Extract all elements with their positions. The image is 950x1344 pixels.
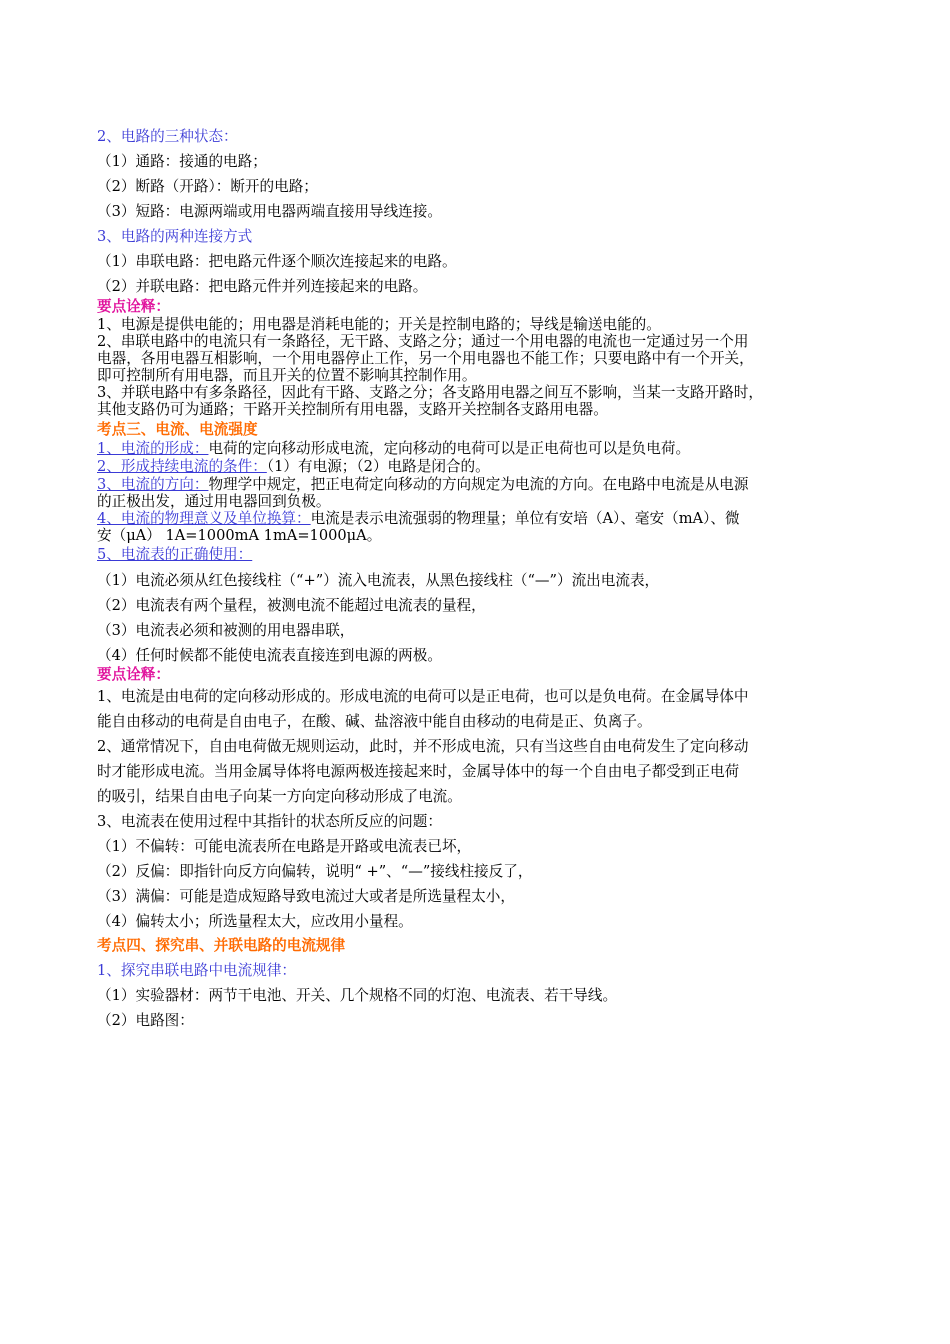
note-line: （3）满偏：可能是造成短路导致电流过大或者是所选量程太小，: [97, 888, 515, 905]
term-label: 5、电流表的正确使用：: [97, 546, 253, 563]
note-line: 3、并联电路中有多条路径，因此有干路、支路之分；各支路用电器之间互不影响，当某一支路开路时，: [97, 384, 764, 401]
paragraph-cont: 的正极出发，通过用电器回到负极。: [97, 493, 331, 510]
section-title: 考点四、探究串、并联电路的电流规律: [97, 937, 346, 954]
note-line: 2、通常情况下，自由电荷做无规则运动，此时，并不形成电流，只有当这些自由电荷发生了定向移动: [97, 738, 749, 755]
term-label: 4、电流的物理意义及单位换算：: [97, 510, 311, 527]
note-line: 其他支路仍可为通路；干路开关控制所有用电器，支路开关控制各支路用电器。: [97, 401, 608, 418]
list-item: （1）串联电路：把电路元件逐个顺次连接起来的电路。: [97, 253, 457, 270]
note-line: 2、串联电路中的电流只有一条路径，无干路、支路之分；通过一个用电器的电流也一定通过另一个用: [97, 333, 749, 350]
term-text: 物理学中规定，把正电荷定向移动的方向规定为电流的方向。在电路中电流是从电源: [208, 476, 749, 493]
note-heading: 要点诠释：: [97, 298, 170, 315]
note-line: 1、电流是由电荷的定向移动形成的。形成电流的电荷可以是正电荷，也可以是负电荷。在金属导体中: [97, 688, 749, 705]
note-line: 能自由移动的电荷是自由电子，在酸、碱、盐溶液中能自由移动的电荷是正、负离子。: [97, 713, 652, 730]
paragraph-cont: 安（μA） 1A=1000mA 1mA=1000μA。: [97, 527, 382, 544]
list-item: （2）电流表有两个量程，被测电流不能超过电流表的量程，: [97, 597, 486, 614]
list-item: （1）通路：接通的电路；: [97, 153, 267, 170]
list-item: （2）电路图：: [97, 1012, 194, 1029]
list-item: （4）任何时候都不能使电流表直接连到电源的两极。: [97, 647, 442, 664]
term-label: 2、形成持续电流的条件：: [97, 458, 267, 475]
paragraph: [97, 476, 748, 494]
term-text: 电荷的定向移动形成电流，定向移动的电荷可以是正电荷也可以是负电荷。: [208, 440, 691, 457]
list-item: （2）断路（开路）：断开的电路；: [97, 178, 318, 195]
list-item: （1）实验器材：两节干电池、开关、几个规格不同的灯泡、电流表、若干导线。: [97, 987, 618, 1004]
note-line: （2）反偏：即指针向反方向偏转，说明“ +”、“—”接线柱接反了，: [97, 863, 533, 880]
note-line: 3、电流表在使用过程中其指针的状态所反应的问题：: [97, 813, 442, 830]
paragraph: [97, 510, 740, 528]
note-line: 电器，各用电器互相影响，一个用电器停止工作，另一个用电器也不能工作；只要电路中有一个开关，: [97, 350, 754, 367]
term-text: （1）有电源；（2）电路是闭合的。: [266, 458, 490, 475]
list-item: （3）电流表必须和被测的用电器串联，: [97, 622, 355, 639]
list-item: （3）短路：电源两端或用电器两端直接用导线连接。: [97, 203, 442, 220]
section-heading: 3、电路的两种连接方式: [97, 228, 253, 245]
note-line: 1、电源是提供电能的；用电器是消耗电能的；开关是控制电路的；导线是输送电能的。: [97, 316, 661, 333]
note-line: 的吸引，结果自由电子向某一方向定向移动形成了电流。: [97, 788, 462, 805]
term-label: 3、电流的方向：: [97, 476, 209, 493]
note-heading: 要点诠释：: [97, 666, 170, 683]
term-label: 1、电流的形成：: [97, 440, 209, 457]
paragraph: [97, 458, 490, 476]
paragraph: [97, 440, 690, 458]
section-heading: 2、电路的三种状态：: [97, 128, 238, 145]
note-line: （4）偏转太小；所选量程太大，应改用小量程。: [97, 913, 413, 930]
list-item: （2）并联电路：把电路元件并列连接起来的电路。: [97, 278, 428, 295]
note-line: 时才能形成电流。当用金属导体将电源两极连接起来时，金属导体中的每一个自由电子都受到正电荷: [97, 763, 740, 780]
list-item: （1）电流必须从红色接线柱（“+”）流入电流表，从黑色接线柱（“—”）流出电流表，: [97, 572, 660, 589]
term-text: 电流是表示电流强弱的物理量；单位有安培（A）、毫安（mA）、微: [310, 510, 740, 527]
note-line: 即可控制所有用电器，而且开关的位置不影响其控制作用。: [97, 367, 477, 384]
note-line: （1）不偏转：可能电流表所在电路是开路或电流表已坏，: [97, 838, 472, 855]
section-title: 考点三、电流、电流强度: [97, 421, 258, 438]
section-heading: 1、探究串联电路中电流规律：: [97, 962, 297, 979]
